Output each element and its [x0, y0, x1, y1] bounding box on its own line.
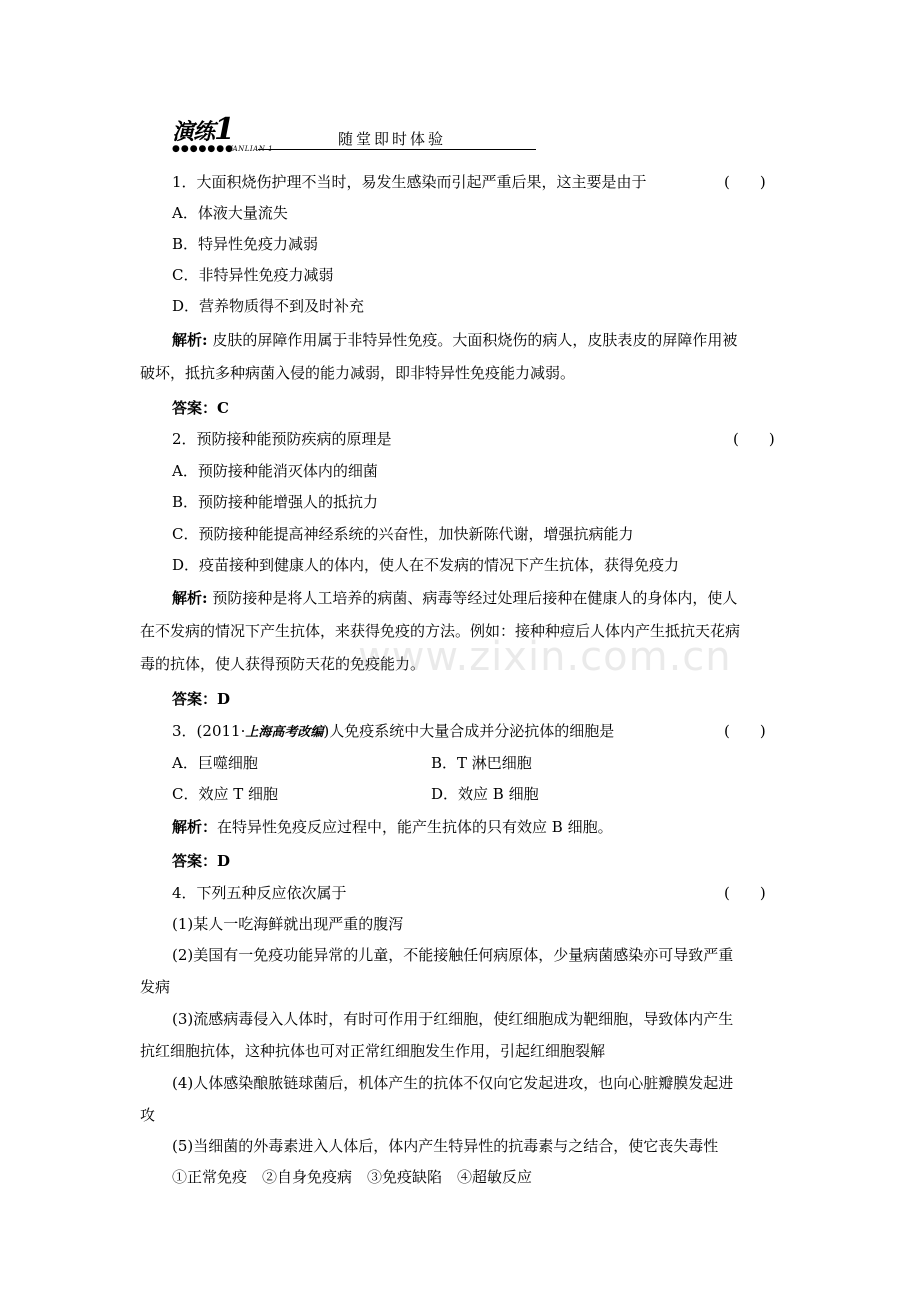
- q1-answer: 答案：C: [172, 399, 229, 417]
- q4-item-2-line-2: 发病: [140, 978, 171, 996]
- q1-answer-paren: ( ): [724, 173, 766, 191]
- q2-stem: 2．预防接种能预防疾病的原理是: [172, 430, 392, 448]
- q4-item-3-line-2: 抗红细胞抗体，这种抗体也可对正常红细胞发生作用，引起红细胞裂解: [140, 1042, 606, 1060]
- q1-option-d: D．营养物质得不到及时补充: [172, 297, 365, 315]
- logo-number: 1: [214, 112, 234, 147]
- q1-analysis-label: 解析:: [172, 331, 208, 349]
- q2-analysis-line-2: 在不发病的情况下产生抗体，来获得免疫的方法。例如：接种种痘后人体内产生抵抗天花病: [140, 622, 741, 640]
- section-header: [172, 112, 542, 158]
- q3-option-a: A．巨噬细胞: [172, 754, 258, 772]
- q3-analysis-label: 解析：: [172, 818, 218, 836]
- q2-option-d: D．疫苗接种到健康人的体内，使人在不发病的情况下产生抗体，获得免疫力: [172, 556, 680, 574]
- section-logo: 演练1: [172, 112, 234, 147]
- q4-stem: 4．下列五种反应依次属于: [172, 884, 347, 902]
- q4-item-4-line-1: (4)人体感染酿脓链球菌后，机体产生的抗体不仅向它发起进攻，也向心脏瓣膜发起进: [172, 1074, 734, 1092]
- q1-analysis-line-1: 解析: 皮肤的屏障作用属于非特异性免疫。大面积烧伤的病人，皮肤表皮的屏障作用被: [172, 331, 738, 349]
- q1-option-b: B．特异性免疫力减弱: [172, 235, 319, 253]
- q1-analysis-line-2: 破坏，抵抗多种病菌入侵的能力减弱，即非特异性免疫能力减弱。: [140, 364, 576, 382]
- q3-analysis-line-1: 解析：在特异性免疫反应过程中，能产生抗体的只有效应 B 细胞。: [172, 818, 613, 836]
- q1-option-c: C．非特异性免疫力减弱: [172, 266, 334, 284]
- q4-item-2-line-1: (2)美国有一免疫功能异常的儿童，不能接触任何病原体，少量病菌感染亦可导致严重: [172, 946, 734, 964]
- q2-answer-paren: ( ): [733, 430, 775, 448]
- q1-option-a: A．体液大量流失: [172, 204, 288, 222]
- q3-stem: 3．(2011·上海高考改编)人免疫系统中大量合成并分泌抗体的细胞是: [172, 722, 615, 740]
- q4-item-1: (1)某人一吃海鲜就出现严重的腹泻: [172, 915, 404, 933]
- q2-analysis-line-3: 毒的抗体，使人获得预防天花的免疫能力。: [140, 655, 426, 673]
- header-rule: [258, 149, 536, 150]
- q3-option-d: D．效应 B 细胞: [431, 785, 539, 803]
- q2-answer: 答案：D: [172, 690, 231, 708]
- q4-answer-paren: ( ): [724, 884, 766, 902]
- q2-option-c: C．预防接种能提高神经系统的兴奋性，加快新陈代谢，增强抗病能力: [172, 525, 634, 543]
- q4-item-3-line-1: (3)流感病毒侵入人体时，有时可作用于红细胞，使红细胞成为靶细胞，导致体内产生: [172, 1010, 734, 1028]
- q2-option-b: B．预防接种能增强人的抵抗力: [172, 493, 379, 511]
- q2-option-a: A．预防接种能消灭体内的细菌: [172, 462, 378, 480]
- q3-option-b: B．T 淋巴细胞: [431, 754, 532, 772]
- q1-stem: 1．大面积烧伤护理不当时，易发生感染而引起严重后果，这主要是由于: [172, 173, 647, 191]
- q4-choices: ①正常免疫 ②自身免疫病 ③免疫缺陷 ④超敏反应: [172, 1168, 533, 1186]
- q4-item-4-line-2: 攻: [140, 1106, 156, 1124]
- logo-dots: ●●●●●●●: [172, 144, 234, 154]
- q3-answer: 答案：D: [172, 852, 231, 870]
- q3-source: 上海高考改编: [245, 725, 324, 740]
- watermark: www.zixin.com.cn: [358, 634, 732, 680]
- q3-answer-paren: ( ): [724, 722, 766, 740]
- q3-option-c: C．效应 T 细胞: [172, 785, 279, 803]
- q2-analysis-line-1: 解析: 预防接种是将人工培养的病菌、病毒等经过处理后接种在健康人的身体内，使人: [172, 589, 738, 607]
- q4-item-5: (5)当细菌的外毒素进入人体后，体内产生特异性的抗毒素与之结合，使它丧失毒性: [172, 1137, 719, 1155]
- q2-analysis-label: 解析:: [172, 589, 208, 607]
- logo-subtitle: YANLIAN 1: [228, 145, 274, 153]
- section-title: 随堂即时体验: [338, 130, 447, 148]
